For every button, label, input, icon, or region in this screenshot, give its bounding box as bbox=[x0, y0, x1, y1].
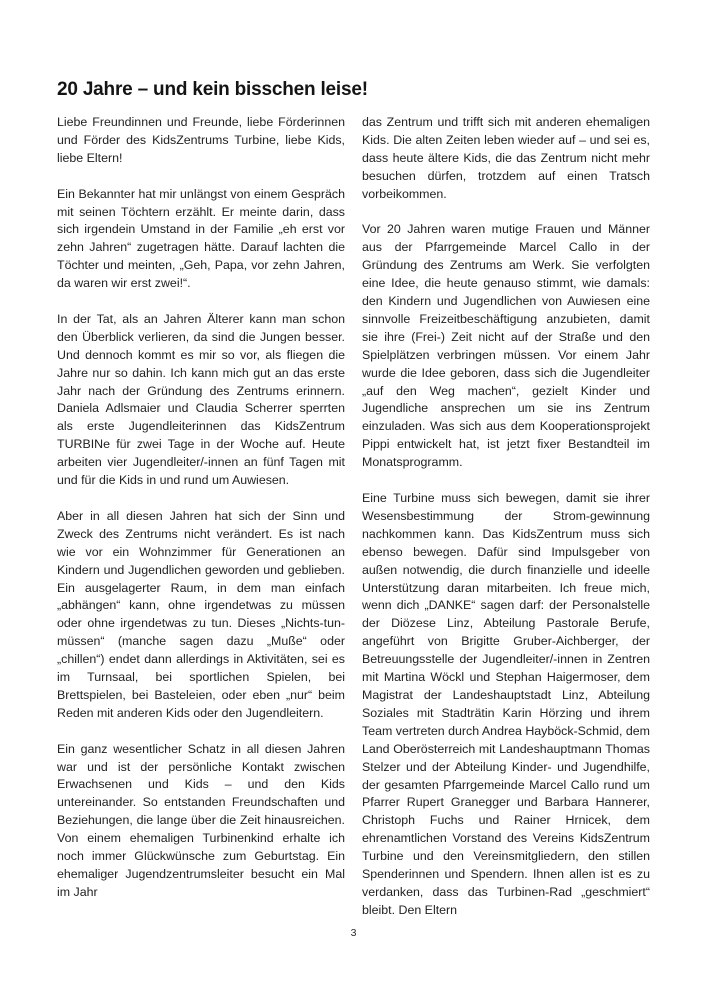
paragraph-purpose: Aber in all diesen Jahren hat sich der Sinn und Zweck des Zentrums nicht verändert. Es ist nach wie vor ein Wohnzimmer für Generationen an Kindern und Jugendlichen geworden und geblieben. Ein ausgelagerter Raum, in dem man einfach „abhängen“ kann, ohne irgendetwas zu müssen oder ohne irgendetwas zu tun. Dieses „Nichts-tun-müssen“ (manche sagen dazu „Muße“ oder „chillen“) endet dann allerdings in Aktivitäten, sei es im Turnsaal, bei sportlichen Spielen, bei Brettspielen, bei Basteleien, oder eben „nur“ beim Reden mit anderen Kids oder den Jugendleitern. bbox=[57, 508, 345, 720]
article-body bbox=[57, 114, 650, 920]
page-number: 3 bbox=[350, 927, 357, 939]
paragraph-old-times: das Zentrum und trifft sich mit anderen ehemaligen Kids. Die alten Zeiten leben wieder auf – und sei es, dass heute ältere Kids, die das Zentrum nicht mehr besuchen dürfen, trotzdem auf einen Tratsch vorbeikommen. bbox=[362, 115, 650, 201]
left-column bbox=[57, 114, 345, 902]
paragraph-greeting: Liebe Freundinnen und Freunde, liebe Förderinnen und Förder des KidsZentrums Turbine, liebe Kids, liebe Eltern! bbox=[57, 115, 345, 165]
paragraph-personal-contact: Ein ganz wesentlicher Schatz in all diesen Jahren war und ist der persönliche Kontakt zwischen Erwachsenen und Kids – und den Kids untereinander. So entstanden Freundschaften und Beziehungen, die lange über die Zeit hinausreichen. Von einem ehemaligen Turbinenkind erhalte ich noch immer Glückwünsche zum Geburtstag. Ein ehemaliger Jugendzentrumsleiter besucht ein Mal im Jahr bbox=[57, 741, 345, 899]
paragraph-thanks: Eine Turbine muss sich bewegen, damit sie ihrer Wesensbestimmung der Strom-gewinnung nachkommen kann. Das KidsZentrum muss sich ebenso bewegen. Dafür sind Impulsgeber von außen notwendig, die durch finanzielle und ideelle Unterstützung daran mitarbeiten. Ich freue mich, wenn dich „DANKE“ sagen darf: der Personalstelle der Diözese Linz, Abteilung Pastorale Berufe, angeführt von Brigitte Gruber-Aichberger, der Betreuungsstelle der Jugendleiter/-innen in Zentren mit Martina Wöckl und Stephan Haigermoser, dem Magistrat der Landeshauptstadt Linz, Abteilung Soziales mit Stadträtin Karin Hörzing und ihrem Team vertreten durch Andrea Hayböck-Schmid, dem Land Oberösterreich mit Landeshauptmann Thomas Stelzer und der Abteilung Kinder- und Jugendhilfe, der gesamten Pfarrgemeinde Marcel Callo rund um Pfarrer Rupert Granegger und Barbara Hannerer, Christoph Fuchs und Rainer Hrnicek, dem ehrenamtlichen Vorstand des Vereins KidsZentrum Turbine und den Vereinsmitgliedern, den stillen Spenderinnen und Spendern. Ihnen allen ist es zu verdanken, dass das Turbinen-Rad „geschmiert“ bleibt. Den Eltern bbox=[362, 491, 650, 917]
right-column bbox=[362, 114, 650, 920]
paragraph-anecdote: Ein Bekannter hat mir unlängst von einem Gespräch mit seinen Töchtern erzählt. Er meinte darin, dass sich irgendein Umstand in der Familie „eh erst vor zehn Jahren“ zugetragen hätte. Darauf lachten die Töchter und meinten, „Geh, Papa, vor zehn Jahren, da waren wir erst zwei!“. bbox=[57, 186, 345, 291]
paragraph-founding-memory: In der Tat, als an Jahren Älterer kann man schon den Überblick verlieren, da sind die Jungen besser. Und dennoch kommt es mir so vor, als fliegen die Jahre nur so dahin. Ich kann mich gut an das erste Jahr nach der Gründung des Zentrums erinnern. Daniela Adlsmaier und Claudia Scherrer sperrten als erste Jugendleiterinnen das KidsZentrum TURBINe für zwei Tage in der Woche auf. Heute arbeiten vier Jugendleiter/-innen an fünf Tagen mit und für die Kids in und rund um Auwiesen. bbox=[57, 311, 345, 488]
paragraph-20-years-idea: Vor 20 Jahren waren mutige Frauen und Männer aus der Pfarrgemeinde Marcel Callo in der Gründung des Zentrums am Werk. Sie verfolgten eine Idee, die heute genauso stimmt, wie damals: den Kindern und Jugendlichen von Auwiesen eine sinnvolle Freizeitbeschäftigung anzubieten, damit sie ihre (Frei-) Zeit nicht auf der Straße und den Spielplätzen verbringen müssen. Vor einem Jahr wurde die Idee geboren, dass sich die Jugendleiter „auf den Weg machen“, gezielt Kinder und Jugendliche ansprechen um sie ins Zentrum einzuladen. Was sich aus dem Kooperationsprojekt Pippi entwickelt hat, ist jetzt fixer Bestandteil im Monatsprogramm. bbox=[362, 222, 650, 470]
article-title: 20 Jahre – und kein bisschen leise! bbox=[57, 79, 368, 100]
